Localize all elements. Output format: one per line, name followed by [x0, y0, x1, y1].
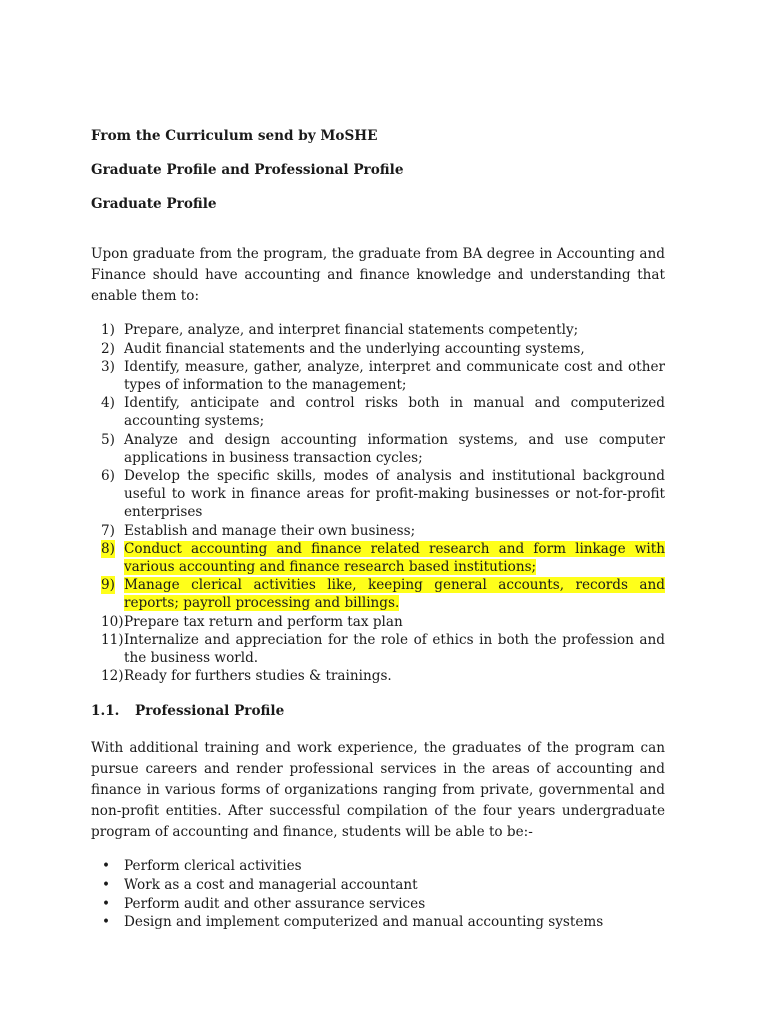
list-number: 9): [101, 577, 115, 594]
graduate-profile-heading: Graduate Profile: [91, 196, 217, 212]
list-number: 1): [101, 322, 115, 339]
list-number: 2): [101, 340, 115, 357]
list-number: 12): [101, 668, 124, 685]
list-item-text: Identify, measure, gather, analyze, interpret and communicate cost and other types of information to the management;: [124, 358, 665, 393]
bullet-icon: •: [102, 858, 111, 875]
list-item: [91, 358, 665, 394]
list-item-text: Analyze and design accounting information systems, and use computer applications in business transaction cycles;: [124, 431, 665, 466]
list-item: [91, 522, 665, 540]
list-item-text: Prepare, analyze, and interpret financial statements competently;: [124, 322, 579, 339]
bullet-text: Work as a cost and managerial accountant: [124, 877, 418, 894]
bullet-icon: •: [102, 914, 111, 931]
graduate-profile-list: [91, 321, 665, 685]
list-item-text: Establish and manage their own business;: [124, 522, 416, 539]
professional-paragraph: With additional training and work experience, the graduates of the program can pursue careers and render professional services in the areas of accounting and finance in various forms of organizations ranging from private, governmental and non-profit entities. After successful compilation of the four years undergraduate program of accounting and finance, students will be able to be:-: [91, 740, 665, 840]
list-item: [91, 895, 665, 914]
list-item-text: Identify, anticipate and control risks both in manual and computerized accounting systems;: [124, 395, 665, 430]
list-item: [91, 667, 665, 685]
curriculum-heading: From the Curriculum send by MoSHE: [91, 128, 378, 144]
document-page: [91, 126, 665, 932]
bullet-icon: •: [102, 877, 111, 894]
list-item: [91, 321, 665, 339]
bullet-text: Perform clerical activities: [124, 858, 302, 875]
list-item-text-highlighted: Conduct accounting and finance related research and form linkage with various accounting and finance research based institutions;: [124, 540, 665, 576]
intro-paragraph: Upon graduate from the program, the graduate from BA degree in Accounting and Finance should have accounting and finance knowledge and understanding that enable them to:: [91, 246, 665, 304]
list-number: 10): [101, 613, 124, 630]
list-item: [91, 394, 665, 430]
professional-bullet-list: [91, 857, 665, 931]
list-item-text: Internalize and appreciation for the role of ethics in both the profession and the business world.: [124, 631, 665, 667]
list-number: 7): [101, 522, 115, 539]
list-item-text: Develop the specific skills, modes of analysis and institutional background useful to work in finance areas for profit-making businesses or not-for-profit enterprises: [124, 468, 665, 521]
section-title: Professional Profile: [135, 703, 285, 720]
bullet-text: Design and implement computerized and manual accounting systems: [124, 914, 604, 931]
graduate-professional-heading: Graduate Profile and Professional Profile: [91, 162, 404, 178]
bullet-text: Perform audit and other assurance services: [124, 895, 426, 912]
list-item: [91, 913, 665, 932]
list-item-text-highlighted: Manage clerical activities like, keeping general accounts, records and reports; payroll processing and billings.: [124, 577, 665, 612]
list-number: 6): [101, 468, 115, 485]
list-item: [91, 613, 665, 631]
bullet-icon: •: [102, 895, 111, 912]
list-item-highlighted: [91, 576, 665, 612]
list-item-highlighted: [91, 540, 665, 576]
list-item-text: Prepare tax return and perform tax plan: [124, 613, 403, 630]
list-item: [91, 857, 665, 876]
list-item: [91, 340, 665, 358]
section-number: 1.1.: [91, 703, 120, 720]
list-number: 3): [101, 358, 115, 375]
list-item-text: Ready for furthers studies & trainings.: [124, 668, 392, 685]
list-number: 4): [101, 395, 115, 412]
list-item: [91, 467, 665, 522]
list-item-text: Audit financial statements and the underlying accounting systems,: [124, 340, 585, 357]
list-number: 8): [101, 540, 115, 557]
list-number: 5): [101, 431, 115, 448]
professional-profile-heading: [91, 701, 665, 721]
list-number: 11): [101, 631, 124, 648]
list-item: [91, 876, 665, 895]
list-item: [91, 431, 665, 467]
list-item: [91, 631, 665, 667]
